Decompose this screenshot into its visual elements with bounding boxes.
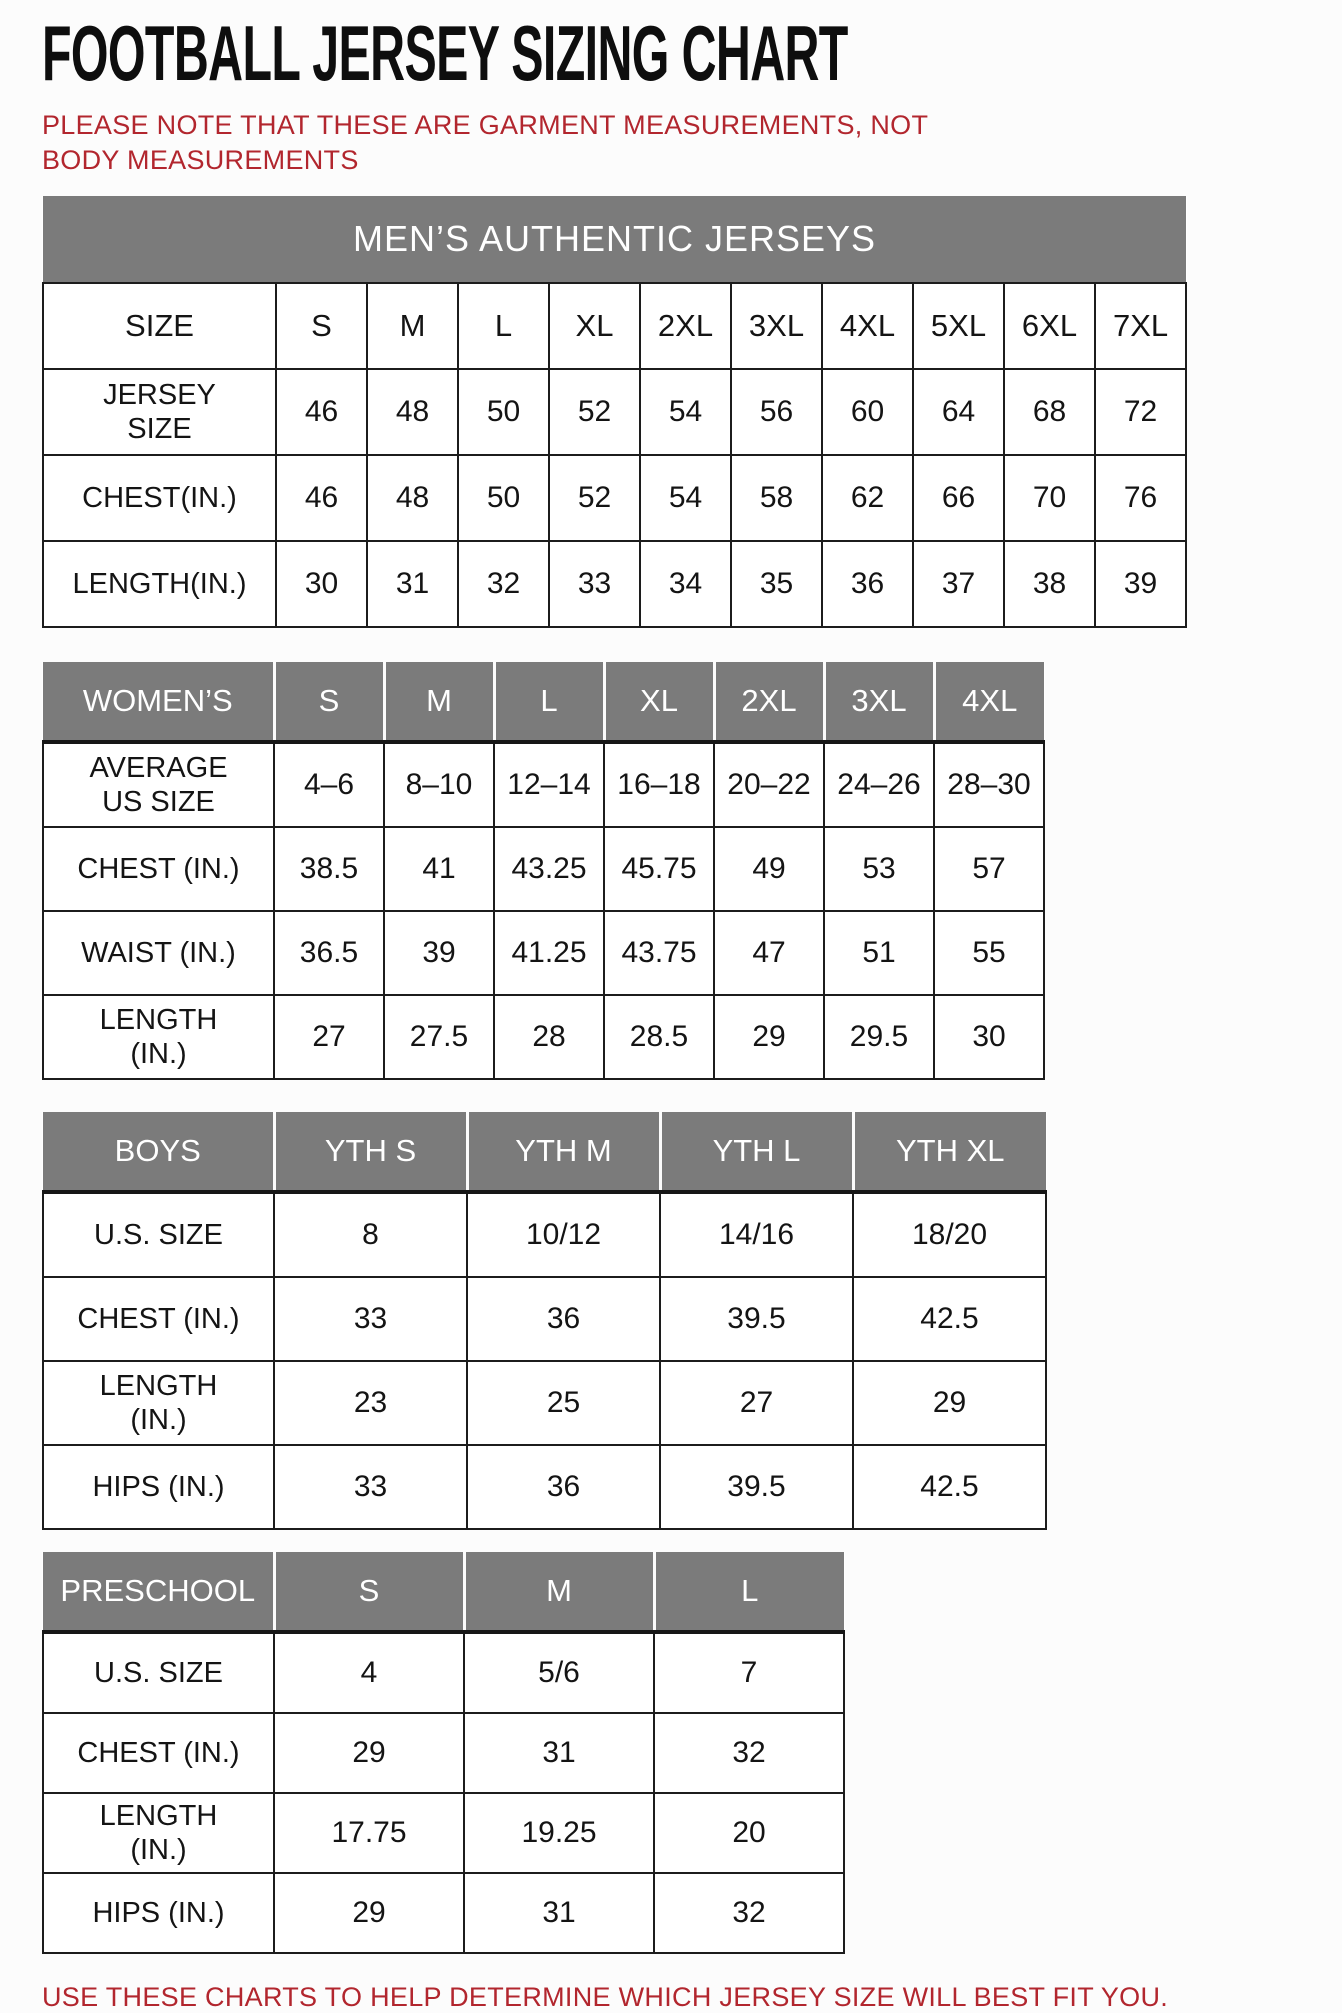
size-value-cell: 41 bbox=[384, 827, 494, 911]
table-row bbox=[43, 541, 1186, 627]
page-title bbox=[42, 9, 1200, 97]
column-header: BOYS bbox=[43, 1112, 274, 1192]
size-value-cell: 66 bbox=[913, 455, 1004, 541]
column-header: M bbox=[464, 1552, 654, 1632]
size-value-cell: 36 bbox=[467, 1445, 660, 1529]
column-header: 4XL bbox=[822, 283, 913, 369]
size-value-cell: 38.5 bbox=[274, 827, 384, 911]
column-header: 2XL bbox=[714, 662, 824, 742]
size-value-cell: 39 bbox=[384, 911, 494, 995]
table-row bbox=[43, 1361, 1046, 1445]
size-value-cell: 16–18 bbox=[604, 742, 714, 827]
size-value-cell: 36 bbox=[467, 1277, 660, 1361]
size-value-cell: 45.75 bbox=[604, 827, 714, 911]
row-label: CHEST(IN.) bbox=[43, 455, 276, 541]
womens-table-header bbox=[43, 662, 1044, 742]
table-row bbox=[43, 369, 1186, 455]
mens-table-header bbox=[43, 196, 1186, 369]
column-header: YTH S bbox=[274, 1112, 467, 1192]
size-value-cell: 27 bbox=[274, 995, 384, 1079]
row-label: U.S. SIZE bbox=[43, 1192, 274, 1277]
row-label: LENGTH (IN.) bbox=[43, 1361, 274, 1445]
size-value-cell: 30 bbox=[276, 541, 367, 627]
column-header-row bbox=[43, 1112, 1046, 1192]
size-value-cell: 27.5 bbox=[384, 995, 494, 1079]
table-row bbox=[43, 1793, 844, 1873]
row-label: CHEST (IN.) bbox=[43, 1713, 274, 1793]
size-value-cell: 14/16 bbox=[660, 1192, 853, 1277]
size-value-cell: 33 bbox=[274, 1277, 467, 1361]
column-header: L bbox=[654, 1552, 844, 1632]
size-value-cell: 58 bbox=[731, 455, 822, 541]
table-row bbox=[43, 1873, 844, 1953]
column-header: YTH XL bbox=[853, 1112, 1046, 1192]
size-value-cell: 35 bbox=[731, 541, 822, 627]
size-value-cell: 29 bbox=[853, 1361, 1046, 1445]
column-header: SIZE bbox=[43, 283, 276, 369]
table-row bbox=[43, 995, 1044, 1079]
size-value-cell: 39 bbox=[1095, 541, 1186, 627]
row-label: WAIST (IN.) bbox=[43, 911, 274, 995]
table-row bbox=[43, 455, 1186, 541]
size-value-cell: 28 bbox=[494, 995, 604, 1079]
size-value-cell: 50 bbox=[458, 455, 549, 541]
column-header: S bbox=[274, 1552, 464, 1632]
size-value-cell: 29 bbox=[274, 1873, 464, 1953]
column-header: 7XL bbox=[1095, 283, 1186, 369]
footer-text: USE THESE CHARTS TO HELP DETERMINE WHICH JERSEY SIZE WILL BEST FIT YOU. bbox=[42, 1982, 1169, 2012]
preschool-table-header bbox=[43, 1552, 844, 1632]
column-header: 2XL bbox=[640, 283, 731, 369]
row-label: CHEST (IN.) bbox=[43, 827, 274, 911]
column-header: 3XL bbox=[731, 283, 822, 369]
table-row bbox=[43, 911, 1044, 995]
preschool-sizing-table bbox=[42, 1552, 845, 1954]
size-value-cell: 30 bbox=[934, 995, 1044, 1079]
column-header: S bbox=[274, 662, 384, 742]
size-value-cell: 33 bbox=[549, 541, 640, 627]
size-value-cell: 62 bbox=[822, 455, 913, 541]
column-header: M bbox=[384, 662, 494, 742]
column-header: 5XL bbox=[913, 283, 1004, 369]
column-header-row bbox=[43, 1552, 844, 1632]
mens-table-body bbox=[43, 369, 1186, 627]
size-value-cell: 51 bbox=[824, 911, 934, 995]
size-value-cell: 25 bbox=[467, 1361, 660, 1445]
size-value-cell: 18/20 bbox=[853, 1192, 1046, 1277]
size-value-cell: 31 bbox=[464, 1873, 654, 1953]
size-value-cell: 53 bbox=[824, 827, 934, 911]
column-header: 4XL bbox=[934, 662, 1044, 742]
size-value-cell: 31 bbox=[367, 541, 458, 627]
size-value-cell: 10/12 bbox=[467, 1192, 660, 1277]
table-banner: MEN’S AUTHENTIC JERSEYS bbox=[43, 196, 1186, 283]
size-value-cell: 27 bbox=[660, 1361, 853, 1445]
size-value-cell: 32 bbox=[654, 1873, 844, 1953]
column-header: YTH L bbox=[660, 1112, 853, 1192]
size-value-cell: 41.25 bbox=[494, 911, 604, 995]
size-value-cell: 48 bbox=[367, 455, 458, 541]
size-value-cell: 42.5 bbox=[853, 1445, 1046, 1529]
size-value-cell: 57 bbox=[934, 827, 1044, 911]
size-value-cell: 23 bbox=[274, 1361, 467, 1445]
size-value-cell: 28–30 bbox=[934, 742, 1044, 827]
boys-table-header bbox=[43, 1112, 1046, 1192]
size-value-cell: 8 bbox=[274, 1192, 467, 1277]
column-header-row bbox=[43, 662, 1044, 742]
column-header: XL bbox=[604, 662, 714, 742]
size-value-cell: 52 bbox=[549, 369, 640, 455]
size-value-cell: 29 bbox=[274, 1713, 464, 1793]
preschool-table-body bbox=[43, 1632, 844, 1953]
column-header: M bbox=[367, 283, 458, 369]
column-header: 3XL bbox=[824, 662, 934, 742]
size-value-cell: 48 bbox=[367, 369, 458, 455]
table-row bbox=[43, 742, 1044, 827]
size-value-cell: 4 bbox=[274, 1632, 464, 1713]
size-value-cell: 52 bbox=[549, 455, 640, 541]
size-value-cell: 39.5 bbox=[660, 1445, 853, 1529]
size-value-cell: 60 bbox=[822, 369, 913, 455]
size-value-cell: 24–26 bbox=[824, 742, 934, 827]
row-label: LENGTH (IN.) bbox=[43, 995, 274, 1079]
size-value-cell: 36.5 bbox=[274, 911, 384, 995]
row-label: CHEST (IN.) bbox=[43, 1277, 274, 1361]
size-value-cell: 56 bbox=[731, 369, 822, 455]
row-label: AVERAGE US SIZE bbox=[43, 742, 274, 827]
table-row bbox=[43, 1713, 844, 1793]
size-value-cell: 43.25 bbox=[494, 827, 604, 911]
size-value-cell: 20 bbox=[654, 1793, 844, 1873]
size-value-cell: 68 bbox=[1004, 369, 1095, 455]
size-value-cell: 19.25 bbox=[464, 1793, 654, 1873]
size-value-cell: 4–6 bbox=[274, 742, 384, 827]
size-value-cell: 76 bbox=[1095, 455, 1186, 541]
boys-sizing-table bbox=[42, 1112, 1047, 1530]
womens-sizing-table bbox=[42, 662, 1045, 1080]
size-value-cell: 37 bbox=[913, 541, 1004, 627]
size-value-cell: 72 bbox=[1095, 369, 1186, 455]
size-value-cell: 54 bbox=[640, 369, 731, 455]
table-row bbox=[43, 1632, 844, 1713]
size-value-cell: 5/6 bbox=[464, 1632, 654, 1713]
size-value-cell: 7 bbox=[654, 1632, 844, 1713]
mens-authentic-jerseys-table bbox=[42, 196, 1187, 628]
size-value-cell: 8–10 bbox=[384, 742, 494, 827]
row-label: LENGTH (IN.) bbox=[43, 1793, 274, 1873]
size-value-cell: 70 bbox=[1004, 455, 1095, 541]
size-value-cell: 43.75 bbox=[604, 911, 714, 995]
table-row bbox=[43, 827, 1044, 911]
column-header: XL bbox=[549, 283, 640, 369]
size-value-cell: 42.5 bbox=[853, 1277, 1046, 1361]
column-header: L bbox=[458, 283, 549, 369]
column-header: L bbox=[494, 662, 604, 742]
size-value-cell: 46 bbox=[276, 369, 367, 455]
boys-table-body bbox=[43, 1192, 1046, 1529]
size-value-cell: 33 bbox=[274, 1445, 467, 1529]
row-label: HIPS (IN.) bbox=[43, 1445, 274, 1529]
womens-table-body bbox=[43, 742, 1044, 1079]
size-value-cell: 12–14 bbox=[494, 742, 604, 827]
size-value-cell: 20–22 bbox=[714, 742, 824, 827]
table-row bbox=[43, 1277, 1046, 1361]
column-header: PRESCHOOL bbox=[43, 1552, 274, 1632]
garment-measurements-note: PLEASE NOTE THAT THESE ARE GARMENT MEASUREMENTS, NOT BODY MEASUREMENTS bbox=[42, 110, 928, 175]
row-label: LENGTH(IN.) bbox=[43, 541, 276, 627]
size-value-cell: 46 bbox=[276, 455, 367, 541]
table-row bbox=[43, 1445, 1046, 1529]
size-value-cell: 29.5 bbox=[824, 995, 934, 1079]
row-label: HIPS (IN.) bbox=[43, 1873, 274, 1953]
size-value-cell: 64 bbox=[913, 369, 1004, 455]
size-value-cell: 31 bbox=[464, 1713, 654, 1793]
column-header: 6XL bbox=[1004, 283, 1095, 369]
row-label: JERSEY SIZE bbox=[43, 369, 276, 455]
size-value-cell: 32 bbox=[654, 1713, 844, 1793]
size-value-cell: 34 bbox=[640, 541, 731, 627]
size-value-cell: 32 bbox=[458, 541, 549, 627]
page-title-text: FOOTBALL JERSEY SIZING CHART bbox=[42, 9, 848, 97]
column-header-row bbox=[43, 283, 1186, 369]
size-value-cell: 29 bbox=[714, 995, 824, 1079]
row-label: U.S. SIZE bbox=[43, 1632, 274, 1713]
size-value-cell: 54 bbox=[640, 455, 731, 541]
size-value-cell: 17.75 bbox=[274, 1793, 464, 1873]
column-header: WOMEN’S bbox=[43, 662, 274, 742]
size-value-cell: 38 bbox=[1004, 541, 1095, 627]
table-row bbox=[43, 1192, 1046, 1277]
size-value-cell: 39.5 bbox=[660, 1277, 853, 1361]
size-value-cell: 49 bbox=[714, 827, 824, 911]
size-value-cell: 28.5 bbox=[604, 995, 714, 1079]
size-value-cell: 55 bbox=[934, 911, 1044, 995]
column-header: S bbox=[276, 283, 367, 369]
size-value-cell: 36 bbox=[822, 541, 913, 627]
column-header: YTH M bbox=[467, 1112, 660, 1192]
banner-row bbox=[43, 196, 1186, 283]
size-value-cell: 50 bbox=[458, 369, 549, 455]
size-value-cell: 47 bbox=[714, 911, 824, 995]
